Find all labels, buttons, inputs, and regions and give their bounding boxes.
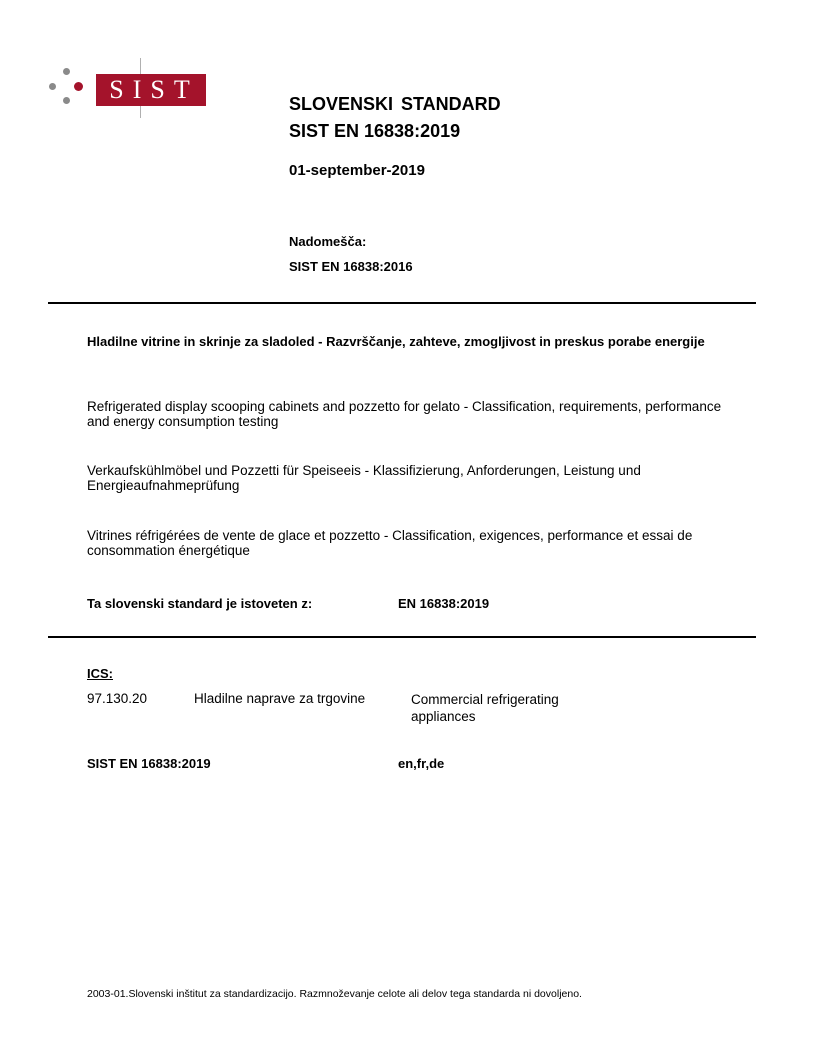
document-type: SLOVENSKI STANDARD — [289, 94, 501, 114]
replaces-value: SIST EN 16838:2016 — [289, 259, 413, 274]
title-french: Vitrines réfrigérées de vente de glace et pozzetto - Classification, exigences, performance et essai de consommation énergétique — [87, 528, 693, 558]
replaces-label: Nadomešča: — [289, 234, 367, 249]
identical-label: Ta slovenski standard je istoveten z: — [87, 596, 313, 611]
ics-code: 97.130.20 — [87, 691, 148, 706]
footer-standard-number: SIST EN 16838:2019 — [87, 756, 211, 771]
logo-dots-icon — [46, 66, 86, 108]
divider-bottom — [48, 636, 756, 638]
publication-date: 01-september-2019 — [289, 162, 425, 179]
sist-logo: SIST — [96, 74, 206, 106]
title-english: Refrigerated display scooping cabinets and pozzetto for gelato - Classification, requirements, performance and energy consumption testing — [87, 399, 722, 429]
ics-description-english: Commercial refrigerating appliances — [411, 692, 559, 724]
ics-description-slovenian: Hladilne naprave za trgovine — [194, 691, 366, 706]
ics-label: ICS: — [87, 666, 113, 681]
copyright-notice: 2003-01.Slovenski inštitut za standardizacijo. Razmnoževanje celote ali delov tega standarda ni dovoljeno. — [87, 988, 582, 1000]
footer-languages: en,fr,de — [398, 756, 445, 771]
title-german: Verkaufskühlmöbel und Pozzetti für Speiseeis - Klassifizierung, Anforderungen, Leistung und Energieaufnahmeprüfung — [87, 463, 641, 493]
identical-value: EN 16838:2019 — [398, 596, 490, 611]
title-slovenian: Hladilne vitrine in skrinje za sladoled - Razvrščanje, zahteve, zmogljivost in preskus porabe energije — [87, 334, 705, 349]
standard-number: SIST EN 16838:2019 — [289, 121, 461, 141]
divider-top — [48, 302, 756, 304]
